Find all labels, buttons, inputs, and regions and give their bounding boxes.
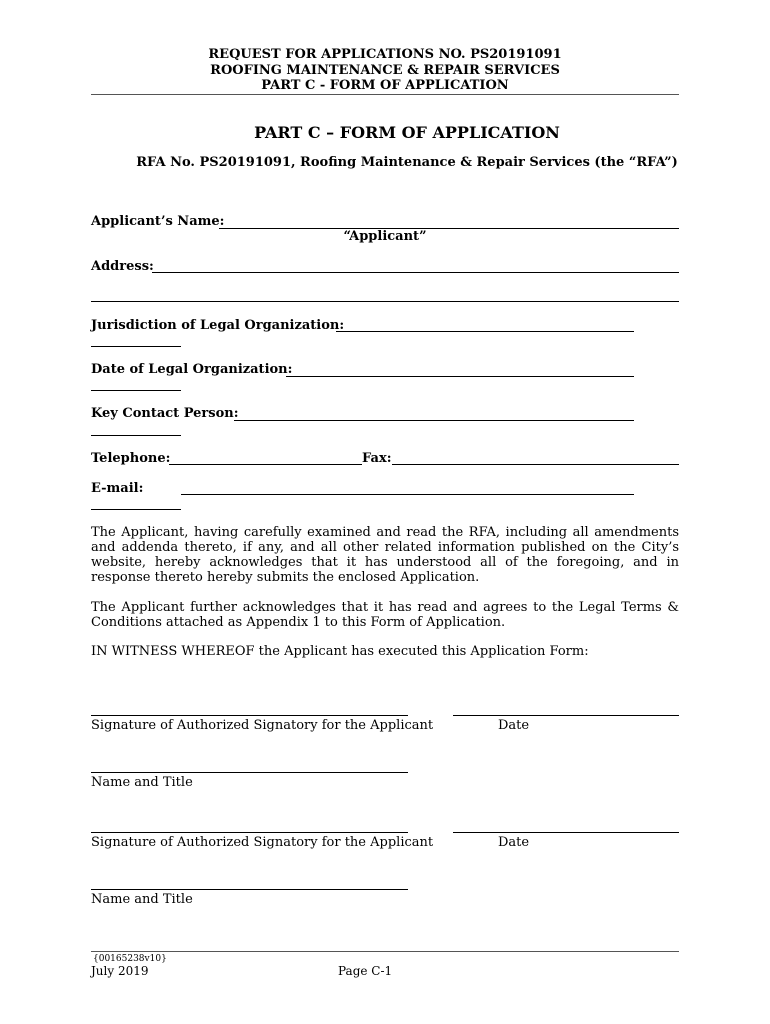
name-title-2-label: Name and Title xyxy=(91,892,193,907)
page-subtitle: RFA No. PS20191091, Roofing Maintenance & Repair Services (the “RFA”) xyxy=(136,155,678,170)
email-label: E-mail: xyxy=(91,481,144,496)
email-field-continuation[interactable] xyxy=(91,509,181,510)
date-2-label: Date xyxy=(498,835,530,850)
jurisdiction-label: Jurisdiction of Legal Organization: xyxy=(91,318,345,333)
applicant-caption: “Applicant” xyxy=(343,229,427,244)
email-field[interactable] xyxy=(181,494,634,495)
footer-date: July 2019 xyxy=(91,964,149,978)
name-title-1-line[interactable] xyxy=(91,772,408,773)
header-line-1: REQUEST FOR APPLICATIONS NO. PS20191091 xyxy=(208,47,562,62)
date-1-label: Date xyxy=(498,718,530,733)
date-organization-label: Date of Legal Organization: xyxy=(91,362,293,377)
header-line-2: ROOFING MAINTENANCE & REPAIR SERVICES xyxy=(210,63,560,78)
fax-label: Fax: xyxy=(362,451,392,466)
signature-1-line[interactable] xyxy=(91,715,408,716)
date-2-line[interactable] xyxy=(453,832,679,833)
header-line-3: PART C - FORM OF APPLICATION xyxy=(261,78,509,93)
applicant-name-label: Applicant’s Name: xyxy=(91,214,225,229)
header-divider xyxy=(91,94,679,95)
address-field-line-1[interactable] xyxy=(152,272,679,273)
telephone-field[interactable] xyxy=(169,464,362,465)
date-organization-field-continuation[interactable] xyxy=(91,390,181,391)
paragraph-witness: IN WITNESS WHEREOF the Applicant has executed this Application Form: xyxy=(91,644,589,659)
date-organization-field[interactable] xyxy=(286,376,634,377)
signature-2-line[interactable] xyxy=(91,832,408,833)
footer-page-number: Page C-1 xyxy=(338,964,393,978)
name-title-2-line[interactable] xyxy=(91,889,408,890)
fax-field[interactable] xyxy=(392,464,679,465)
address-field-line-2[interactable] xyxy=(91,301,679,302)
date-1-line[interactable] xyxy=(453,715,679,716)
footer-doc-code: {00165238v10} xyxy=(93,954,167,964)
jurisdiction-field-continuation[interactable] xyxy=(91,346,181,347)
jurisdiction-field[interactable] xyxy=(336,331,634,332)
paragraph-acknowledgement: The Applicant, having carefully examined and read the RFA, including all amendments and addenda thereto, if any, and all other related information published on the City’s website, hereby acknowledges that it has understood all of the foregoing, and in response thereto hereby submits the enclosed Application. xyxy=(91,525,679,585)
key-contact-field[interactable] xyxy=(234,420,634,421)
paragraph-legal-terms: The Applicant further acknowledges that it has read and agrees to the Legal Terms & Conditions attached as Appendix 1 to this Form of Application. xyxy=(91,600,679,630)
telephone-label: Telephone: xyxy=(91,451,171,466)
address-label: Address: xyxy=(91,259,154,274)
name-title-1-label: Name and Title xyxy=(91,775,193,790)
signature-2-label: Signature of Authorized Signatory for the Applicant xyxy=(91,835,434,850)
key-contact-label: Key Contact Person: xyxy=(91,406,239,421)
page-title: PART C – FORM OF APPLICATION xyxy=(254,123,560,142)
key-contact-field-continuation[interactable] xyxy=(91,435,181,436)
footer-divider xyxy=(91,951,679,952)
signature-1-label: Signature of Authorized Signatory for the Applicant xyxy=(91,718,434,733)
